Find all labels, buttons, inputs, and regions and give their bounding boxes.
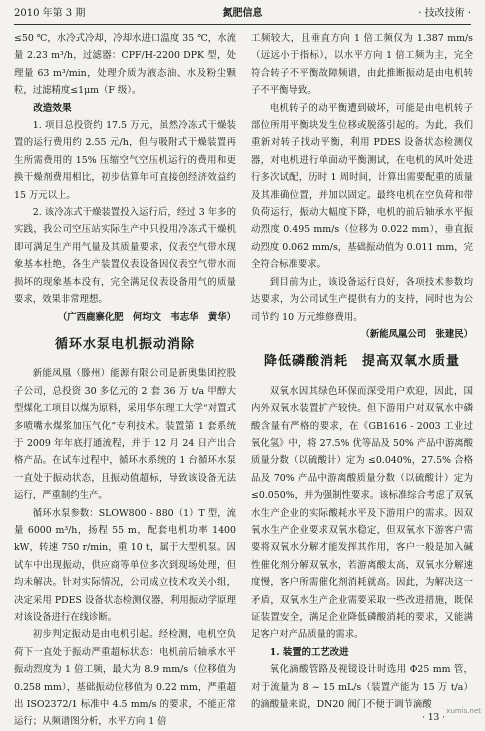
continued-paragraph: ≤50 ℃，水冷式冷却，冷却水进口温度 35 ℃，水流量 2.23 m³/h，过滤器：CPF/H-2200 DPK 型，处理量 63 m³/min，处理介质为液态油、水及粉尘颗粒，过滤精度≤1μm（F 级）。 xyxy=(14,33,236,97)
body-paragraph-5: 到目前为止，该设备运行良好，各项技术参数均达要求，为公司试生产提供有力的支持，同时也为公司节约 10 万元维修费用。 xyxy=(251,276,473,323)
continued-paragraph: 工频较大，且垂直方向 1 倍工频仅为 1.387 mm/s（远远小于指标），以水平方向 1 倍工频为主，完全符合转子不平衡故障频谱，由此推断振动是由电机转子不平衡导致。 xyxy=(251,33,473,97)
left-column xyxy=(14,30,236,731)
page-number: · 13 · xyxy=(422,713,445,723)
page-header xyxy=(14,4,471,25)
body-paragraph-4: 电机转子的动平衡遭到破坏，可能是由电机转子部位所用平衡块发生位移或脱落引起的。为此，我们重新对转子找动平衡，利用 PDES 设备状态检测仪器，对电机进行单面动平衡测试，在电机的风叶处进行多次试配，历时 1 周时间，计算出需要配重的质量及其准确位置，并加以固定。最终电机在空负荷和带负荷运行，振动大幅度下降，电机的前后轴承水平振动烈度 0.495 mm/s（位移为 0.022 mm），垂直振动烈度 0.062 mm/s，基础振动值为 0.011 mm，完全符合标准要求。 xyxy=(251,102,473,271)
watermark: xumis.net xyxy=(446,707,481,715)
issue-label: 2010 年第 3 期 xyxy=(14,8,86,19)
section-heading-effect: 改造效果 xyxy=(33,102,72,114)
sub-heading: 1. 装置的工艺改进 xyxy=(269,646,349,658)
author-byline-1: （广西鹿寨化肥 何均文 韦志华 黄华） xyxy=(57,311,236,323)
article-title-pump: 循环水泵电机振动消除 xyxy=(54,336,195,352)
body-paragraph-7: 氧化滴酸管路及视镜设计时选用 Φ25 mm 管，对于流量为 8 ~ 15 mL/s（装置产能为 15 万 t/a）的滴酸量来说，DN20 阀门不便于调节滴酸 xyxy=(251,664,473,711)
article-title-peroxide: 降低磷酸消耗 提高双氧水质量 xyxy=(263,354,460,370)
body-paragraph-1: 新能凤凰（滕州）能源有限公司是新奥集团控股子公司，总投资 30 多亿元的 2 套 36 万 t/a 甲醇大型煤化工项目以煤为原料，采用华东理工大学“对置式多喷嘴水煤浆加压气化”专利技术。装置第 1 套系统于 2009 年年底打通流程，并于 12 月 24 日产出合格产品。在试车过程中，循环水系统的 1 台循环水泵一直处于振动状态，且振动值超标，导致该设备无法运行，严重制约生产。 xyxy=(14,368,236,502)
effect-paragraph-1: 1. 项目总投资约 17.5 万元，虽然冷冻式干燥装置的运行费用约 2.55 元/h，但与吸附式干燥装置再生所需费用的 15% 压缩空气空压机运行的费用和更换干燥剂费用相比，初步估算年可直接创经济效益约 15 万元以上。 xyxy=(14,120,236,201)
effect-paragraph-2: 2. 该冷冻式干燥装置投入运行后，经过 3 年多的实践，我公司空压站实际生产中只投用冷冻式干燥机即可满足生产用气量及其质量要求，仪表空气带水现象基本杜绝，各生产装置仪表设备因仪表空气带水而损坏的现象基本没有，完全满足仪表设备用气的质量要求，效果非常理想。 xyxy=(14,207,236,306)
body-paragraph-2: 循环水泵参数：SLOW800 - 880（1）T 型，流量 6000 m³/h，扬程 55 m，配套电机功率 1400 kW，转速 750 r/min，重 10 t，属于大型机泵。因试车中出现振动，供应商等单位多次到现场处理，但均未解决。针对实际情况，公司成立技术攻关小组，决定采用 PDES 设备状态检测仪器，利用振动学原理对该设备进行在线诊断。 xyxy=(14,507,236,623)
section-label: · 技改技術 · xyxy=(418,8,471,19)
body-paragraph-3: 初步判定振动是由电机引起。经检测，电机空负荷下一直处于振动严重超标状态：电机前后轴承水平振动烈度为 1 倍工频，最大为 8.9 mm/s（位移值为 0.258 mm），基础振动位移值为 0.22 mm，严重超出 ISO2372/1 标准中 4.5 mm/s 的要求，不能正常运行；从频谱图分析，水平方向 1 倍 xyxy=(14,629,236,728)
body-paragraph-6: 双氧水因其绿色环保而深受用户欢迎，因此，国内外双氧水装置扩产较快。但下游用户对双氧水中磷酸含量有严格的要求，在《GB1616 - 2003 工业过氧化氢》中，将 27.5% 优等品及 50% 产品中游离酸质量分数（以硫酸计）定为 ≤0.040%，27.5% 合格品及 70% 产品中游离酸质量分数（以硫酸计）定为 ≤0.050%，并为强制性要求。该标准综合考虑了双氧水生产企业的实际酸耗水平及下游用户的需求。因双氧水生产企业要求双氧水稳定，但双氧水下游客户需要将双氧水分解才能发挥其作用，客户一般是加入碱性催化剂分解双氧水，若游离酸太高，双氧水分解速度慢，客户所需催化剂消耗就高。因此，为解决这一矛盾，双氧水生产企业需要采取一些改进措施，既保证装置安全，满足企业降低磷酸消耗的要求，又能满足客户对产品质量的需求。 xyxy=(251,385,473,641)
author-byline-2: （新能凤凰公司 张建民） xyxy=(360,328,473,340)
right-column xyxy=(251,30,473,713)
journal-name: 氮肥信息 xyxy=(222,8,263,19)
